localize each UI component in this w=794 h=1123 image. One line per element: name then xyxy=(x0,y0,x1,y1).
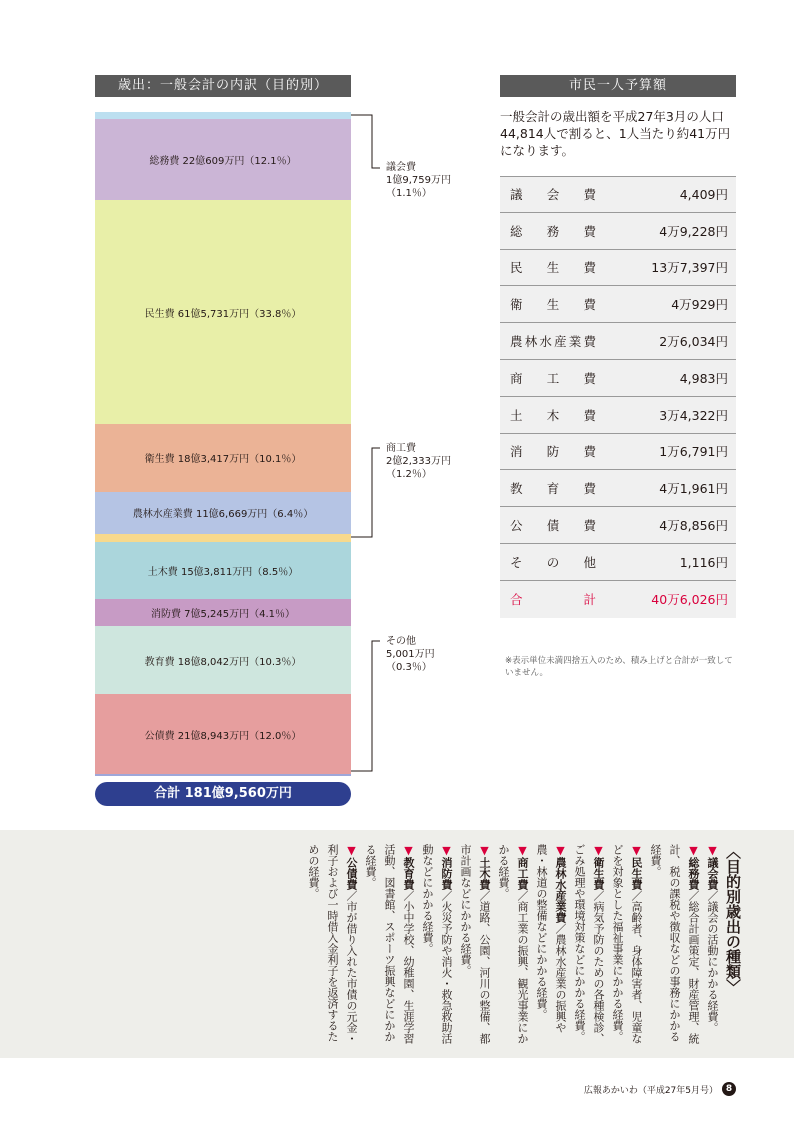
glossary-item-name: 教育費 xyxy=(402,857,415,890)
glossary-item xyxy=(570,844,608,1049)
bar-segment-label: 消防費 7億5,245万円（4.1％） xyxy=(150,608,296,620)
per-capita-amount: 4万929円 xyxy=(671,297,728,313)
glossary-item-desc: ／道路、公園、河川の整備、都市計画などにかかる経費。 xyxy=(459,844,491,1044)
callout-shoko-amount: 2億2,333万円 xyxy=(386,456,451,467)
per-capita-amount: 1万6,791円 xyxy=(659,444,728,460)
glossary-title: 〈目的別歳出の種類〉 xyxy=(724,844,742,994)
glossary-item-desc: ／病気予防のための各種検診、ごみ処理や環境対策などにかかる経費。 xyxy=(573,844,605,1044)
triangle-marker-icon: ▼ xyxy=(554,844,567,857)
per-capita-category: 合計 xyxy=(510,592,596,608)
bar-segment-8 xyxy=(95,626,351,694)
bar-segment-7 xyxy=(95,599,351,626)
per-capita-amount: 4万8,856円 xyxy=(659,518,728,534)
bar-segment-2 xyxy=(95,200,351,425)
triangle-marker-icon: ▼ xyxy=(592,844,605,857)
bar-segment-label: 民生費 61億5,731万円（33.8％） xyxy=(144,308,302,320)
per-capita-row xyxy=(500,470,736,507)
glossary-item-name: 総務費 xyxy=(687,857,700,890)
callout-sonota-amount: 5,001万円 xyxy=(386,649,435,660)
per-capita-category: 衛生費 xyxy=(510,297,596,313)
bar-segment-label: 衛生費 18億3,417万円（10.1％） xyxy=(144,454,302,466)
breakdown-header: 歳出：一般会計の内訳（目的別） xyxy=(95,75,351,97)
per-capita-row xyxy=(500,507,736,544)
per-capita-row xyxy=(500,213,736,250)
bar-segment-label: 教育費 18億8,042万円（10.3％） xyxy=(144,656,302,668)
callout-sonota xyxy=(386,635,435,674)
glossary-item-desc: ／農林水産業の振興や農・林道の整備などにかかる経費。 xyxy=(535,844,567,1033)
triangle-marker-icon: ▼ xyxy=(706,844,719,857)
per-capita-intro: 一般会計の歳出額を平成27年3月の人口44,814人で割ると、1人当たり約41万円になります。 xyxy=(500,109,731,158)
callout-line-sonota xyxy=(351,641,380,771)
glossary-item-desc: ／総合計画策定、財産管理、統計、税の課税や徴収などの事務にかかる経費。 xyxy=(649,844,700,1044)
glossary-item-desc: ／小中学校、幼稚園、生涯学習活動、図書館、スポーツ振興などにかかる経費。 xyxy=(364,844,415,1044)
glossary-item-name: 衛生費 xyxy=(592,857,605,890)
per-capita-row xyxy=(500,434,736,471)
triangle-marker-icon: ▼ xyxy=(516,844,529,857)
callout-line-gikai xyxy=(351,115,380,168)
total-pill: 合計 181億9,560万円 xyxy=(95,782,351,806)
page-number: 8 xyxy=(722,1082,736,1096)
glossary-item xyxy=(418,844,456,1049)
bar-segment-3 xyxy=(95,424,351,491)
glossary-item xyxy=(456,844,494,1049)
bar-segment-label: 土木費 15億3,811万円（8.5％） xyxy=(147,566,299,578)
per-capita-row xyxy=(500,544,736,581)
glossary-item-name: 農林水産業費 xyxy=(554,857,567,923)
glossary-item-name: 土木費 xyxy=(478,857,491,890)
per-capita-row xyxy=(500,397,736,434)
per-capita-row xyxy=(500,250,736,287)
callout-gikai-name: 議会費 xyxy=(386,162,416,173)
per-capita-category: 公債費 xyxy=(510,518,596,534)
callout-shoko xyxy=(386,442,451,481)
footer xyxy=(584,1082,736,1096)
bar-segment-5 xyxy=(95,534,351,542)
glossary-item xyxy=(304,844,361,1049)
callout-gikai-pct: （1.1％） xyxy=(386,188,432,199)
bar-segment-10 xyxy=(95,774,351,776)
per-capita-category: 総務費 xyxy=(510,223,596,239)
per-capita-row xyxy=(500,176,736,213)
glossary-item-name: 民生費 xyxy=(630,857,643,890)
glossary-item-desc: ／高齢者、身体障害者、児童などを対象とした福祉事業にかかる経費。 xyxy=(611,844,643,1044)
per-capita-row xyxy=(500,581,736,618)
triangle-marker-icon: ▼ xyxy=(402,844,415,857)
per-capita-amount: 40万6,026円 xyxy=(651,592,728,608)
per-capita-amount: 4万1,961円 xyxy=(659,481,728,497)
bar-segment-label: 公債費 21億8,943万円（12.0％） xyxy=(144,730,302,742)
bar-segment-6 xyxy=(95,542,351,598)
glossary-item xyxy=(494,844,532,1049)
glossary-item xyxy=(532,844,570,1049)
per-capita-amount: 13万7,397円 xyxy=(651,260,728,276)
callout-gikai xyxy=(386,161,451,200)
per-capita-amount: 4,409円 xyxy=(679,187,728,203)
glossary-item-desc: ／議会の活動にかかる経費。 xyxy=(706,890,719,1033)
bar-segment-9 xyxy=(95,694,351,774)
callout-shoko-pct: （1.2％） xyxy=(386,469,432,480)
triangle-marker-icon: ▼ xyxy=(440,844,453,857)
per-capita-row xyxy=(500,286,736,323)
per-capita-amount: 1,116円 xyxy=(679,554,728,570)
triangle-marker-icon: ▼ xyxy=(630,844,643,857)
glossary-item xyxy=(361,844,418,1049)
expenditure-stacked-bar xyxy=(95,112,351,776)
per-capita-category: 消防費 xyxy=(510,444,596,460)
per-capita-amount: 4,983円 xyxy=(679,370,728,386)
glossary-item-name: 議会費 xyxy=(706,857,719,890)
callout-shoko-name: 商工費 xyxy=(386,443,416,454)
per-capita-amount: 4万9,228円 xyxy=(659,223,728,239)
per-capita-table xyxy=(500,176,736,618)
glossary-item-name: 公債費 xyxy=(345,857,358,890)
per-capita-header: 市民一人予算額 xyxy=(500,75,736,97)
per-capita-row xyxy=(500,323,736,360)
per-capita-category: 教育費 xyxy=(510,481,596,497)
callout-line-shoko xyxy=(351,448,380,537)
callout-gikai-amount: 1億9,759万円 xyxy=(386,175,451,186)
per-capita-category: 民生費 xyxy=(510,260,596,276)
bar-segment-label: 総務費 22億609万円（12.1％） xyxy=(149,156,297,167)
glossary-item-desc: ／市が借り入れた市債の元金・利子および一時借入金利子を返済するための経費。 xyxy=(307,844,358,1044)
bar-segment-1 xyxy=(95,119,351,199)
glossary-item-name: 消防費 xyxy=(440,857,453,890)
glossary-item xyxy=(608,844,646,1049)
per-capita-category: 土木費 xyxy=(510,407,596,423)
per-capita-amount: 3万4,322円 xyxy=(659,407,728,423)
glossary-item-desc: ／商工業の振興、観光事業にかかる経費。 xyxy=(497,844,529,1044)
callout-sonota-pct: （0.3％） xyxy=(386,662,432,673)
per-capita-amount: 2万6,034円 xyxy=(659,334,728,350)
triangle-marker-icon: ▼ xyxy=(478,844,491,857)
footer-text: 広報あかいわ（平成27年5月号） xyxy=(583,1085,718,1096)
bar-segment-4 xyxy=(95,492,351,535)
rounding-note: ※表示単位未満四捨五入のため、積み上げと合計が一致していません。 xyxy=(505,656,733,678)
glossary-item-desc: ／火災予防や消火・救急救助活動などにかかる経費。 xyxy=(421,844,453,1044)
callout-sonota-name: その他 xyxy=(386,636,416,647)
per-capita-row xyxy=(500,360,736,397)
glossary-panel xyxy=(0,830,794,1058)
glossary-item xyxy=(703,844,722,1049)
triangle-marker-icon: ▼ xyxy=(345,844,358,857)
per-capita-category: その他 xyxy=(510,554,596,570)
per-capita-category: 商工費 xyxy=(510,370,596,386)
bar-segment-0 xyxy=(95,112,351,119)
bar-segment-label: 農林水産業費 11億6,669万円（6.4％） xyxy=(132,509,314,521)
glossary-item xyxy=(646,844,703,1049)
glossary-item-name: 商工費 xyxy=(516,857,529,890)
glossary-vertical-text xyxy=(304,844,744,1049)
triangle-marker-icon: ▼ xyxy=(687,844,700,857)
per-capita-category: 農林水産業費 xyxy=(510,334,596,350)
per-capita-category: 議会費 xyxy=(510,187,596,203)
